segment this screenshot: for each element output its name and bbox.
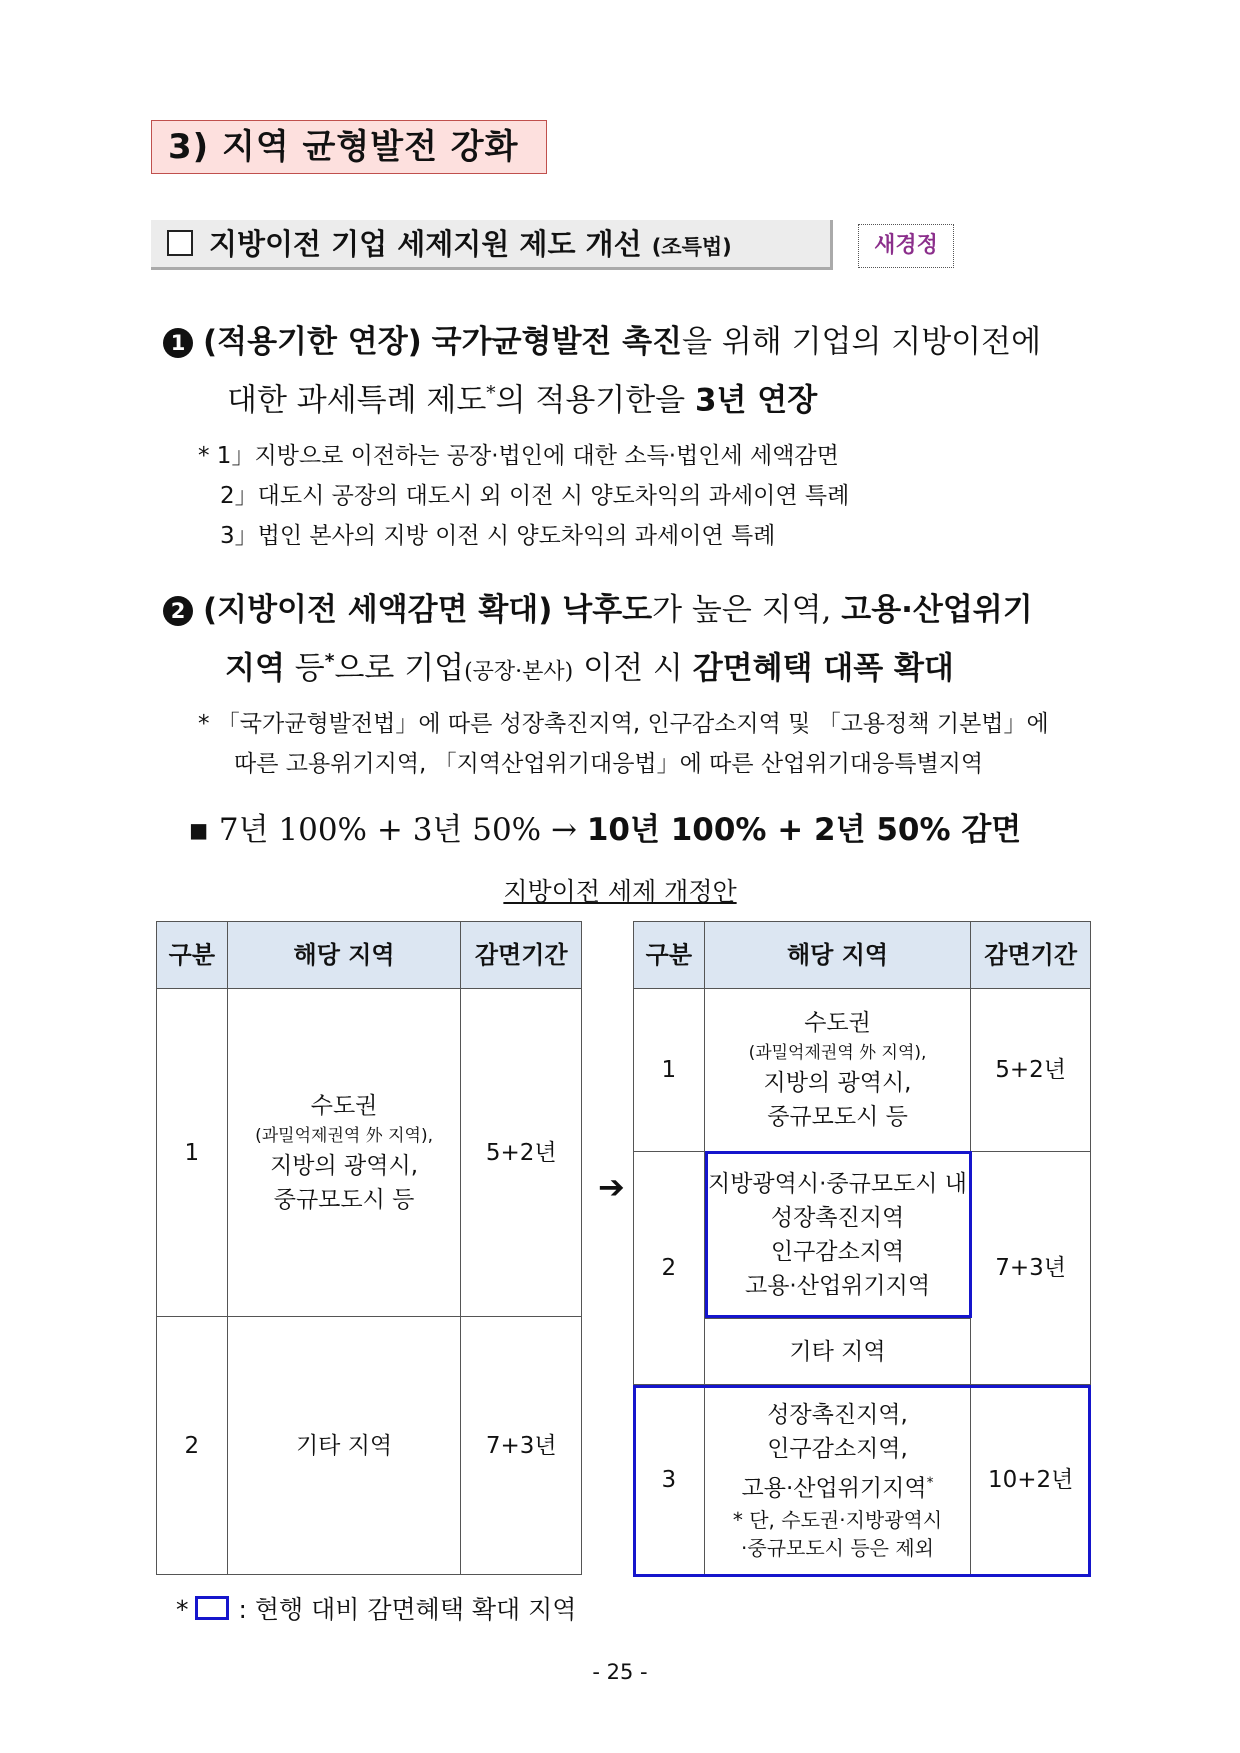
table-row: [157, 989, 582, 1317]
item2-note-1: * 「국가균형발전법」에 따른 성장촉진지역, 인구감소지역 및 「고용정책 기본법」에: [198, 711, 1049, 737]
number-circle-icon: 2: [163, 596, 193, 626]
blue-box-icon: [195, 1596, 229, 1620]
row-number: 1: [634, 989, 705, 1152]
header-region: 해당 지역: [704, 922, 971, 989]
item1-label: (적용기한 연장): [203, 324, 422, 360]
period-cell: 10+2년: [971, 1385, 1091, 1576]
arrow-right-icon: ➔: [598, 1168, 625, 1206]
header-period: 감면기간: [971, 922, 1091, 989]
item2-note: [198, 704, 1049, 784]
highlight-box: [633, 1385, 1091, 1577]
table-caption: 지방이전 세제 개정안: [503, 877, 737, 906]
item1-note-3: 3」법인 본사의 지방 이전 시 양도차익의 과세이연 특례: [220, 523, 776, 549]
period-cell: 7+3년: [971, 1152, 1091, 1385]
table-row: [157, 1317, 582, 1575]
current-table: [156, 921, 582, 1575]
item2-text1: 가 높은 지역,: [652, 592, 832, 628]
period-cell: 7+3년: [461, 1317, 582, 1575]
region-cell: 지방광역시·중규모도시 내 성장촉진지역 인구감소지역 고용·산업위기지역: [704, 1152, 971, 1319]
bullet-bold: 10년 100% + 2년 50% 감면: [586, 812, 1022, 848]
subheader-law: (조특법): [651, 235, 732, 259]
highlight-box: [705, 1151, 972, 1318]
item2-text2: 등: [294, 650, 325, 687]
header-category: 구분: [157, 922, 228, 989]
row-number: 2: [157, 1317, 228, 1575]
row-number: 1: [157, 989, 228, 1317]
reduction-bullet: [188, 804, 1021, 856]
subheader: [151, 220, 833, 270]
item2-text4: 이전 시: [583, 650, 683, 687]
item2-bold1: 낙후도: [562, 592, 653, 628]
item2-text3: 으로 기업: [334, 650, 465, 687]
header-region: 해당 지역: [227, 922, 461, 989]
region-cell: 성장촉진지역, 인구감소지역, 고용·산업위기지역* * 단, 수도권·지방광역시 ·중규모도시 등은 제외: [704, 1385, 971, 1576]
footnote-star: *: [324, 651, 335, 672]
item1-text2: 대한 과세특례 제도: [227, 382, 487, 419]
item2-bold3: 지역: [225, 650, 285, 687]
checkbox-square-icon: [167, 230, 193, 256]
item1-paragraph: [163, 316, 1103, 426]
bullet-plain: ▪ 7년 100% + 3년 50% →: [188, 812, 577, 848]
item2-small: (공장·본사): [464, 659, 574, 685]
header-category: 구분: [634, 922, 705, 989]
number-circle-icon: 1: [163, 328, 193, 358]
footnote-star: *: [486, 383, 496, 404]
item1-text1: 을 위해 기업의 지방이전에: [682, 324, 1042, 360]
region-cell: 수도권 (과밀억제권역 外 지역), 지방의 광역시, 중규모도시 등: [227, 989, 461, 1317]
item2-note-2: 따른 고용위기지역, 「지역산업위기대응법」에 따른 산업위기대응특별지역: [234, 751, 984, 777]
item2-label: (지방이전 세액감면 확대): [203, 592, 553, 628]
item1-bold1: 국가균형발전 촉진: [431, 324, 683, 360]
item1-note-1: * 1」지방으로 이전하는 공장·법인에 대한 소득·법인세 세액감면: [198, 443, 839, 469]
legend-text: : 현행 대비 감면혜택 확대 지역: [238, 1595, 577, 1624]
period-cell: 5+2년: [971, 989, 1091, 1152]
item2-paragraph: [163, 584, 1103, 698]
item2-bold2: 고용·산업위기: [841, 592, 1033, 628]
item2-bold4: 감면혜택 대폭 확대: [692, 650, 954, 687]
region-cell: 기타 지역: [227, 1317, 461, 1575]
section-title: 3) 지역 균형발전 강화: [151, 120, 547, 174]
item1-note-2: 2」대도시 공장의 대도시 외 이전 시 양도차익의 과세이연 특례: [220, 483, 850, 509]
row-number: 3: [634, 1385, 705, 1576]
item1-notes: [198, 436, 849, 556]
page-number: - 25 -: [592, 1660, 648, 1684]
header-period: 감면기간: [461, 922, 582, 989]
table-row: [634, 989, 1091, 1152]
legend: [176, 1590, 576, 1626]
region-cell: 수도권 (과밀억제권역 外 지역), 지방의 광역시, 중규모도시 등: [704, 989, 971, 1152]
new-budget-tag: 새경정: [858, 224, 954, 268]
legend-star: *: [176, 1595, 189, 1624]
row-number: 2: [634, 1152, 705, 1385]
region-cell: 기타 지역: [704, 1319, 971, 1385]
item1-bold2: 3년 연장: [694, 382, 818, 419]
subheader-title: 지방이전 기업 세제지원 제도 개선: [209, 227, 642, 261]
item1-text3: 의 적용기한을: [495, 382, 686, 419]
period-cell: 5+2년: [461, 989, 582, 1317]
